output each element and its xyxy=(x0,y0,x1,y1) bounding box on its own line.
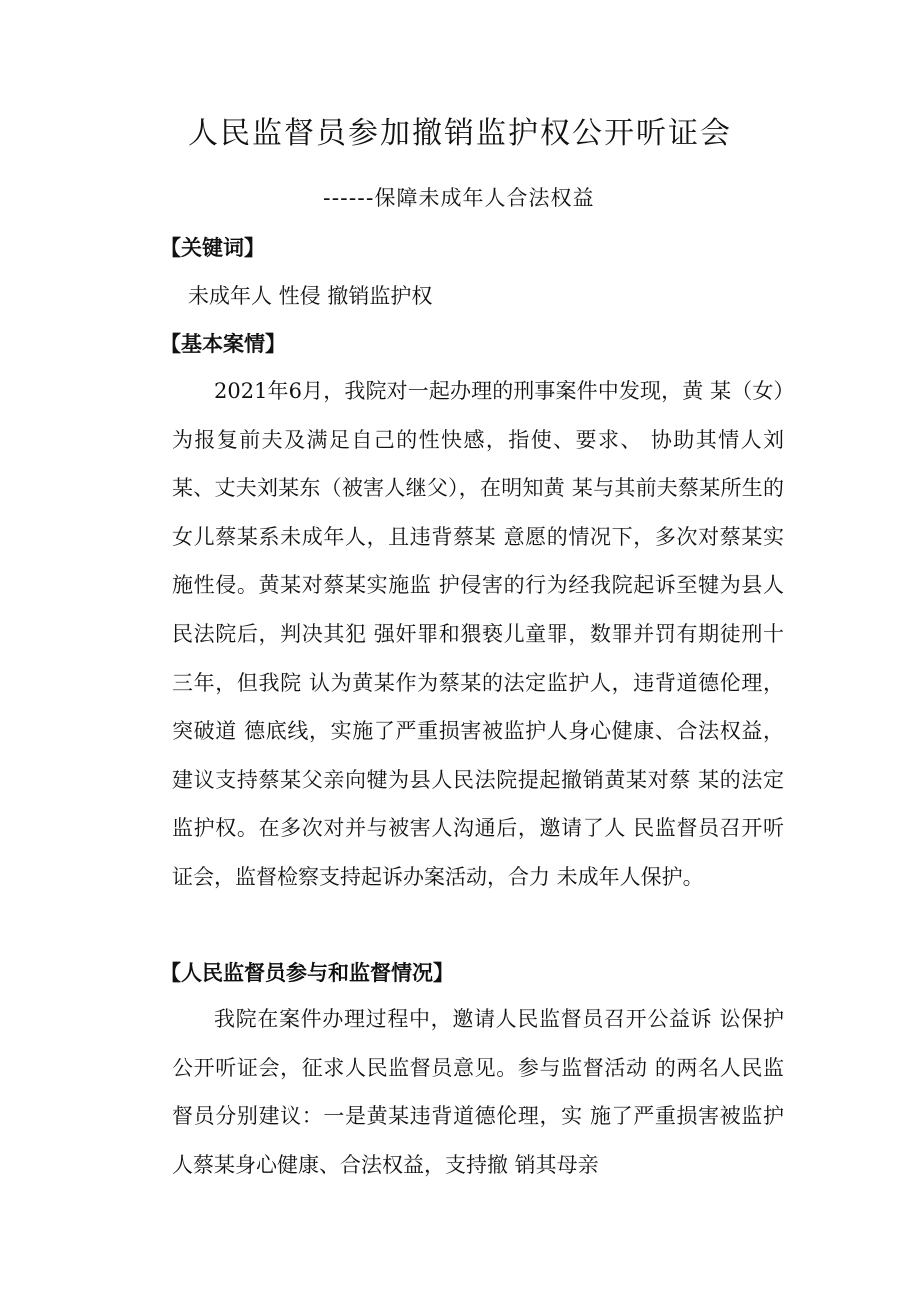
section-heading-supervisor-participation: 【人民监督员参与和监督情况】 xyxy=(160,961,454,985)
basic-case-paragraph: 2021年6月，我院对一起办理的刑事案件中发现，黄 某（女）为报复前夫及满足自己的性快感，指使、要求、 协助其情人刘某、丈夫刘某东（被害人继父），在明知黄 某与其前夫蔡某所生的女儿蔡某系未成年人，且违背蔡某 意愿的情况下，多次对蔡某实施性侵。黄某对蔡某实施监 护侵害的行为经我院起诉至犍为县人民法院后，判决其犯 强奸罪和猥亵儿童罪，数罪并罚有期徒刑十三年，但我院 认为黄某作为蔡某的法定监护人，违背道德伦理，突破道 德底线，实施了严重损害被监护人身心健康、合法权益， 建议支持蔡某父亲向犍为县人民法院提起撤销黄某对蔡 某的法定监护权。在多次对并与被害人沟通后，邀请了人 民监督员召开听证会，监督检察支持起诉办案活动，合力 未成年人保护。 xyxy=(172,379,784,889)
keywords-text: 未成年人 性侵 撤销监护权 xyxy=(188,284,433,308)
section-heading-keywords: 【关键词】 xyxy=(160,236,265,260)
document-subtitle: ------保障未成年人合法权益 xyxy=(323,186,595,210)
document-title: 人民监督员参加撤销监护权公开听证会 xyxy=(188,116,732,151)
supervisor-participation-paragraph: 我院在案件办理过程中，邀请人民监督员召开公益诉 讼保护公开听证会，征求人民监督员意见。参与监督活动 的两名人民监督员分别建议：一是黄某违背道德伦理，实 施了严重损害被监护人蔡某身心健康、合法权益，支持撤 销其母亲 xyxy=(172,1007,784,1177)
section-heading-basic-case: 【基本案情】 xyxy=(160,332,286,356)
